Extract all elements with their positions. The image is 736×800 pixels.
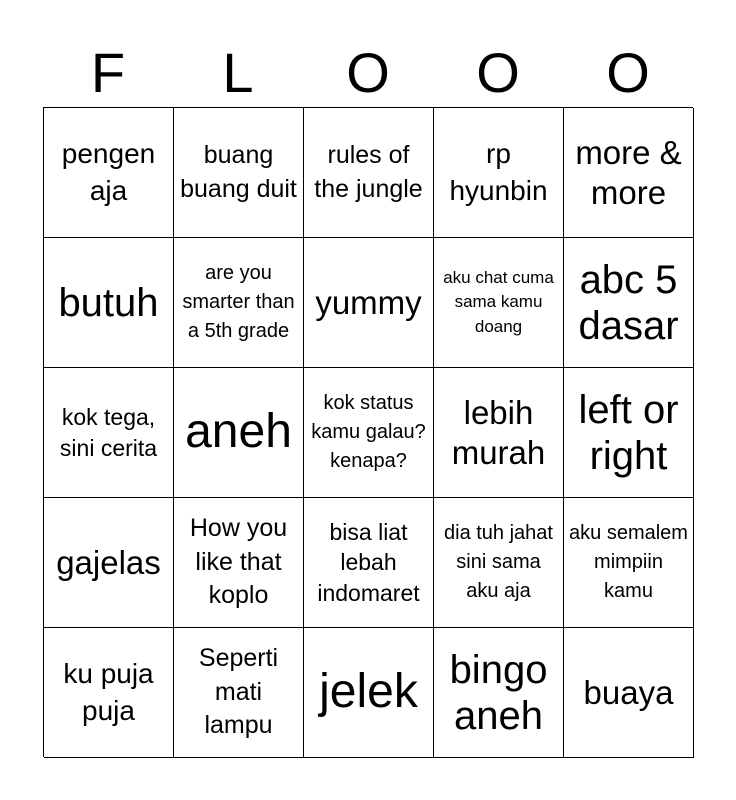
bingo-cell-r2-c1[interactable] — [44, 238, 174, 368]
cell-label: aneh — [185, 405, 292, 459]
cell-label: Seperti mati lampu — [198, 643, 279, 740]
bingo-cell-r1-c5[interactable] — [564, 108, 694, 238]
cell-label: rp hyunbin — [449, 138, 548, 206]
cell-label: left or right — [578, 387, 679, 478]
bingo-cell-r3-c5[interactable] — [564, 368, 694, 498]
bingo-cell-r1-c4[interactable] — [434, 108, 564, 238]
header-letter-2: L — [222, 41, 254, 104]
cell-label: aku semalem mimpiin kamu — [569, 522, 688, 602]
cell-label: gajelas — [56, 543, 161, 581]
cell-label: kok tega, sini cerita — [59, 404, 158, 461]
cell-label: How you like that koplo — [189, 513, 288, 610]
header-letter-3: O — [346, 41, 390, 104]
header-letter-4: O — [476, 41, 520, 104]
bingo-cell-r4-c2[interactable] — [174, 498, 304, 628]
cell-label: lebih murah — [451, 393, 546, 471]
bingo-cell-r4-c1[interactable] — [44, 498, 174, 628]
cell-label: dia tuh jahat sini sama aku aja — [444, 522, 553, 602]
cell-label: buaya — [583, 673, 674, 711]
bingo-cell-r3-c4[interactable] — [434, 368, 564, 498]
cell-label: aku chat cuma sama kamu doang — [443, 267, 554, 336]
bingo-cell-r5-c4[interactable] — [434, 628, 564, 758]
bingo-cell-r1-c1[interactable] — [44, 108, 174, 238]
cell-label: pengen aja — [61, 138, 156, 206]
bingo-cell-r5-c2[interactable] — [174, 628, 304, 758]
bingo-cell-r5-c1[interactable] — [44, 628, 174, 758]
bingo-cell-r5-c3[interactable] — [304, 628, 434, 758]
cell-label: abc 5 dasar — [578, 257, 679, 348]
bingo-cell-r3-c3[interactable] — [304, 368, 434, 498]
bingo-cell-r1-c2[interactable] — [174, 108, 304, 238]
bingo-cell-r2-c2[interactable] — [174, 238, 304, 368]
bingo-cell-r1-c3[interactable] — [304, 108, 434, 238]
bingo-cell-r5-c5[interactable] — [564, 628, 694, 758]
cell-label: rules of the jungle — [314, 140, 423, 203]
cell-label: kok status kamu galau? kenapa? — [311, 392, 426, 472]
cell-label: bisa liat lebah indomaret — [317, 518, 420, 606]
cell-label: ku puja puja — [63, 658, 154, 726]
bingo-cell-r4-c5[interactable] — [564, 498, 694, 628]
bingo-cell-r2-c5[interactable] — [564, 238, 694, 368]
bingo-cell-r3-c1[interactable] — [44, 368, 174, 498]
cell-label: more & more — [575, 133, 682, 211]
bingo-cell-r2-c4[interactable] — [434, 238, 564, 368]
bingo-cell-r4-c4[interactable] — [434, 498, 564, 628]
cell-label: jelek — [319, 665, 418, 719]
header-letter-1: F — [90, 41, 126, 104]
cell-label: butuh — [58, 280, 159, 325]
cell-label: bingo aneh — [449, 647, 548, 738]
cell-label: are you smarter than a 5th grade — [182, 262, 295, 342]
bingo-header — [43, 42, 693, 104]
bingo-cell-r2-c3[interactable] — [304, 238, 434, 368]
bingo-cell-r4-c3[interactable] — [304, 498, 434, 628]
cell-label: yummy — [315, 283, 422, 321]
cell-label: buang buang duit — [180, 140, 297, 203]
bingo-board — [43, 107, 693, 757]
bingo-cell-r3-c2[interactable] — [174, 368, 304, 498]
header-letter-5: O — [606, 41, 650, 104]
